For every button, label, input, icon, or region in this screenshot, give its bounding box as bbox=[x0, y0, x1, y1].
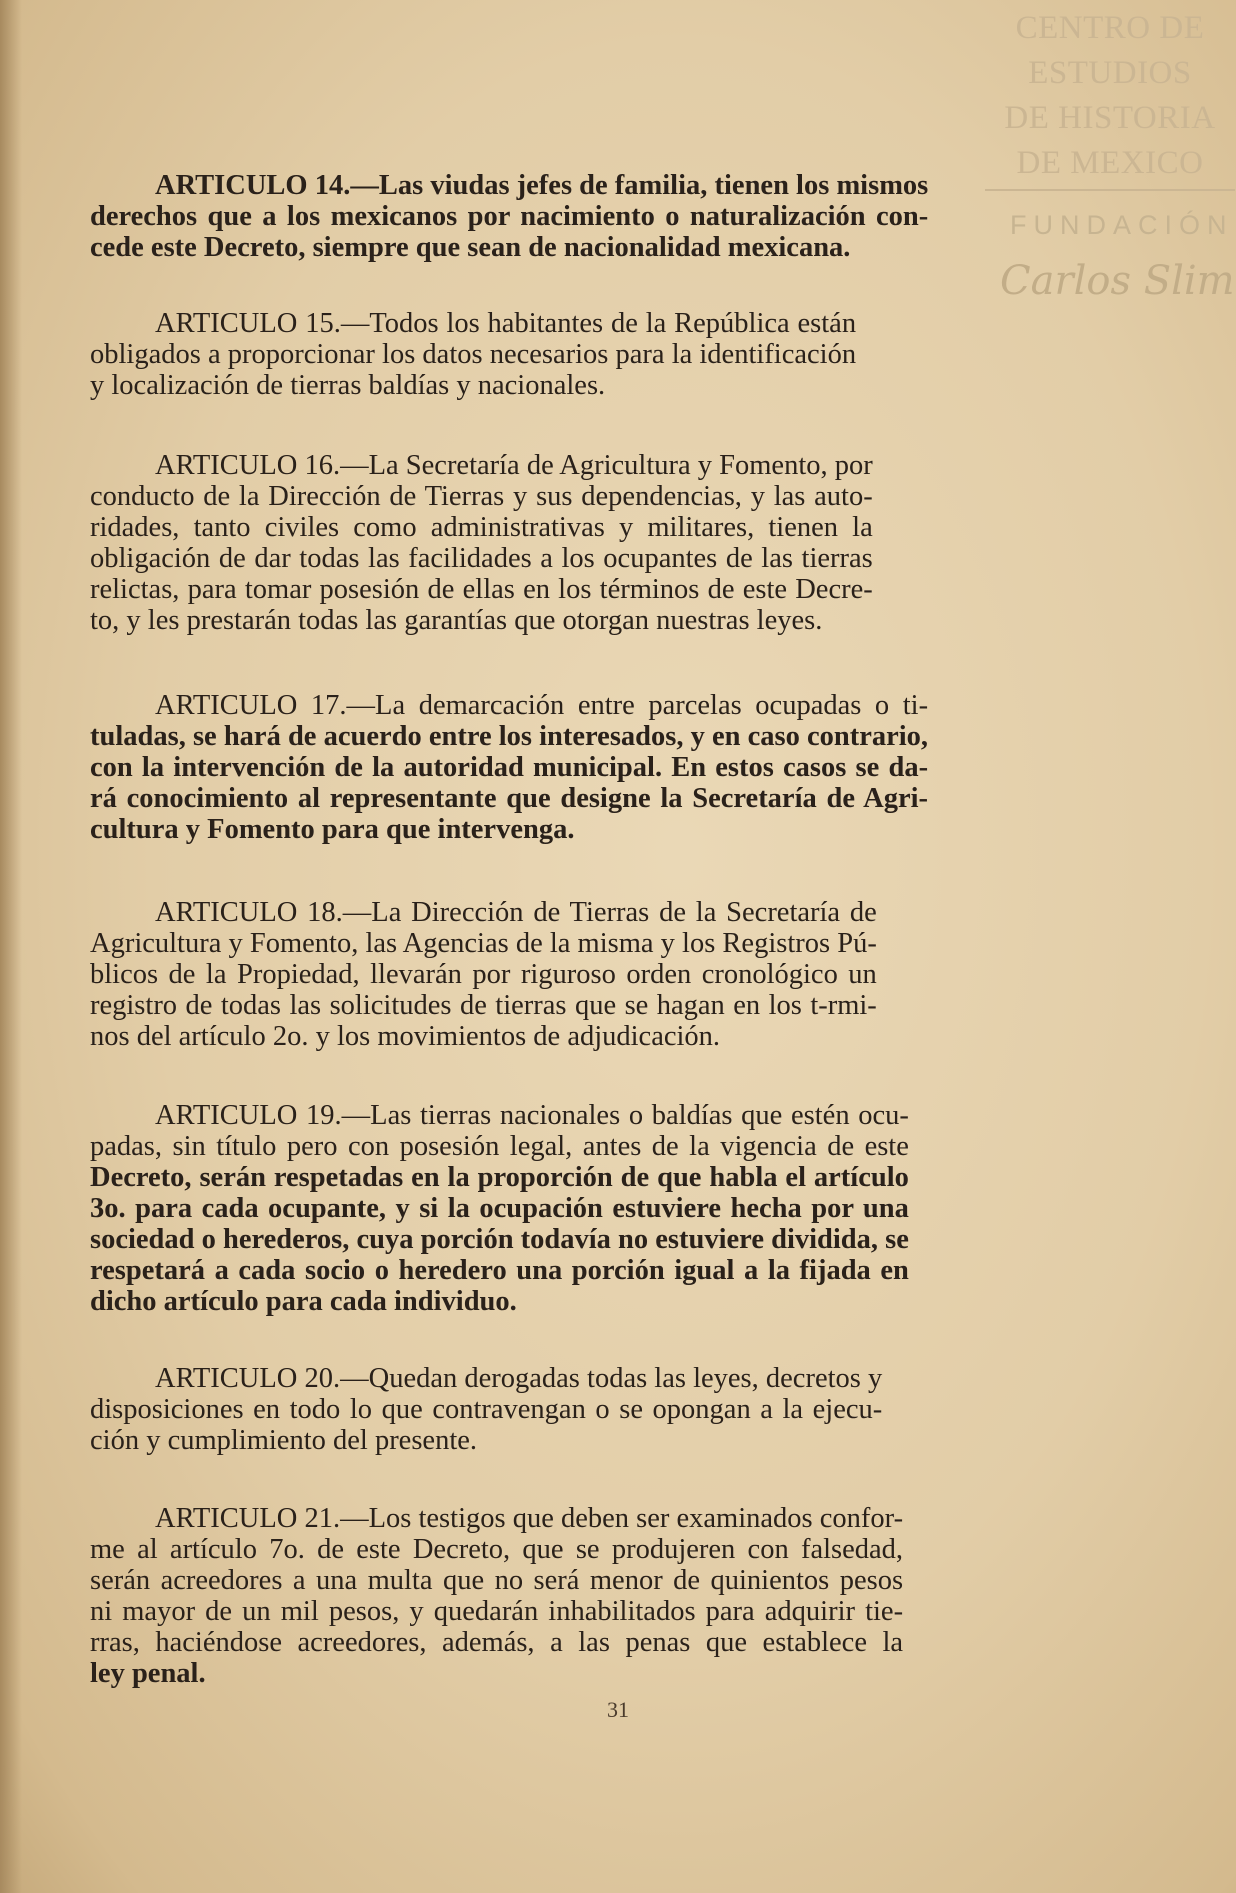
text-line: ARTICULO 15.—Todos los habitantes de la República están bbox=[155, 308, 857, 339]
text-line: cultura y Fomento para que intervenga. bbox=[90, 814, 575, 845]
text-line: ción y cumplimiento del presente. bbox=[90, 1425, 478, 1456]
text-line: sociedad o herederos, cuya porción todavía no estuviere dividida, se bbox=[90, 1224, 909, 1255]
text-line: rras, haciéndose acreedores, además, a las penas que establece la bbox=[90, 1627, 904, 1658]
text-line: con la intervención de la autoridad municipal. En estos casos se da- bbox=[90, 752, 929, 783]
text-line: obligados a proporcionar los datos necesarios para la identificación bbox=[90, 339, 857, 370]
text-line: 3o. para cada ocupante, y si la ocupación estuviere hecha por una bbox=[90, 1193, 909, 1224]
article-21 bbox=[90, 1503, 903, 1689]
text-line: ARTICULO 19.—Las tierras nacionales o baldías que estén ocu- bbox=[155, 1100, 909, 1131]
text-line: nos del artículo 2o. y los movimientos de adjudicación. bbox=[90, 1021, 721, 1052]
watermark-line: ESTUDIOS bbox=[1028, 55, 1192, 91]
watermark-rule bbox=[985, 189, 1235, 191]
text-line: ni mayor de un mil pesos, y quedarán inhabilitados para adquirir tie- bbox=[90, 1596, 904, 1627]
text-line: ARTICULO 18.—La Dirección de Tierras de la Secretaría de bbox=[155, 897, 877, 928]
text-line: padas, sin título pero con posesión legal, antes de la vigencia de este bbox=[90, 1131, 909, 1162]
article-18 bbox=[90, 897, 877, 1052]
text-line: ARTICULO 16.—La Secretaría de Agricultura y Fomento, por bbox=[155, 450, 873, 481]
text-line: ARTICULO 21.—Los testigos que deben ser examinados confor- bbox=[155, 1503, 904, 1534]
article-17 bbox=[90, 690, 928, 845]
text-line: y localización de tierras baldías y nacionales. bbox=[90, 370, 606, 401]
article-19 bbox=[90, 1100, 909, 1317]
page-number: 31 bbox=[607, 1697, 629, 1722]
text-line: tuladas, se hará de acuerdo entre los interesados, y en caso contrario, bbox=[90, 721, 929, 752]
text-line: ARTICULO 20.—Quedan derogadas todas las leyes, decretos y bbox=[155, 1363, 883, 1394]
text-line: cede este Decreto, siempre que sean de nacionalidad mexicana. bbox=[90, 232, 851, 263]
text-line: registro de todas las solicitudes de tierras que se hagan en los t-rmi- bbox=[90, 990, 877, 1021]
text-line: dicho artículo para cada individuo. bbox=[90, 1286, 517, 1317]
article-16 bbox=[90, 450, 873, 636]
text-line: Agricultura y Fomento, las Agencias de la misma y los Registros Pú- bbox=[90, 928, 877, 959]
text-line: ARTICULO 14.—Las viudas jefes de familia, tienen los mismos bbox=[155, 170, 929, 201]
text-line: relictas, para tomar posesión de ellas en los términos de este Decre- bbox=[90, 574, 873, 605]
article-15 bbox=[90, 308, 856, 401]
text-line: disposiciones en todo lo que contravengan o se opongan a la ejecu- bbox=[90, 1394, 883, 1425]
article-14 bbox=[90, 170, 928, 263]
text-line: respetará a cada socio o heredero una porción igual a la fijada en bbox=[90, 1255, 909, 1286]
signature-watermark: Carlos Slim bbox=[1000, 258, 1235, 304]
text-line: ley penal. bbox=[90, 1658, 206, 1689]
text-line: ridades, tanto civiles como administrativas y militares, tienen la bbox=[90, 512, 873, 543]
text-line: obligación de dar todas las facilidades a los ocupantes de las tierras bbox=[90, 543, 873, 574]
text-line: blicos de la Propiedad, llevarán por riguroso orden cronológico un bbox=[90, 959, 877, 990]
text-line: derechos que a los mexicanos por nacimiento o naturalización con- bbox=[90, 201, 929, 232]
watermark-line: DE MEXICO bbox=[1016, 145, 1204, 181]
text-line: serán acreedores a una multa que no será menor de quinientos pesos bbox=[90, 1565, 904, 1596]
article-20 bbox=[90, 1363, 882, 1456]
text-line: conducto de la Dirección de Tierras y sus dependencias, y las auto- bbox=[90, 481, 873, 512]
watermark-line: DE HISTORIA bbox=[1004, 100, 1216, 136]
text-line: to, y les prestarán todas las garantías que otorgan nuestras leyes. bbox=[90, 605, 823, 636]
watermark-line: CENTRO DE bbox=[1015, 10, 1205, 46]
page-edge-shadow bbox=[0, 0, 22, 1893]
text-line: rá conocimiento al representante que designe la Secretaría de Agri- bbox=[90, 783, 929, 814]
archive-watermark bbox=[985, 6, 1235, 191]
text-line: ARTICULO 17.—La demarcación entre parcelas ocupadas o ti- bbox=[155, 690, 929, 721]
text-line: me al artículo 7o. de este Decreto, que se produjeren con falsedad, bbox=[90, 1534, 904, 1565]
text-line: Decreto, serán respetadas en la proporción de que habla el artículo bbox=[90, 1162, 909, 1193]
foundation-watermark: FUNDACIÓN bbox=[1010, 210, 1234, 240]
